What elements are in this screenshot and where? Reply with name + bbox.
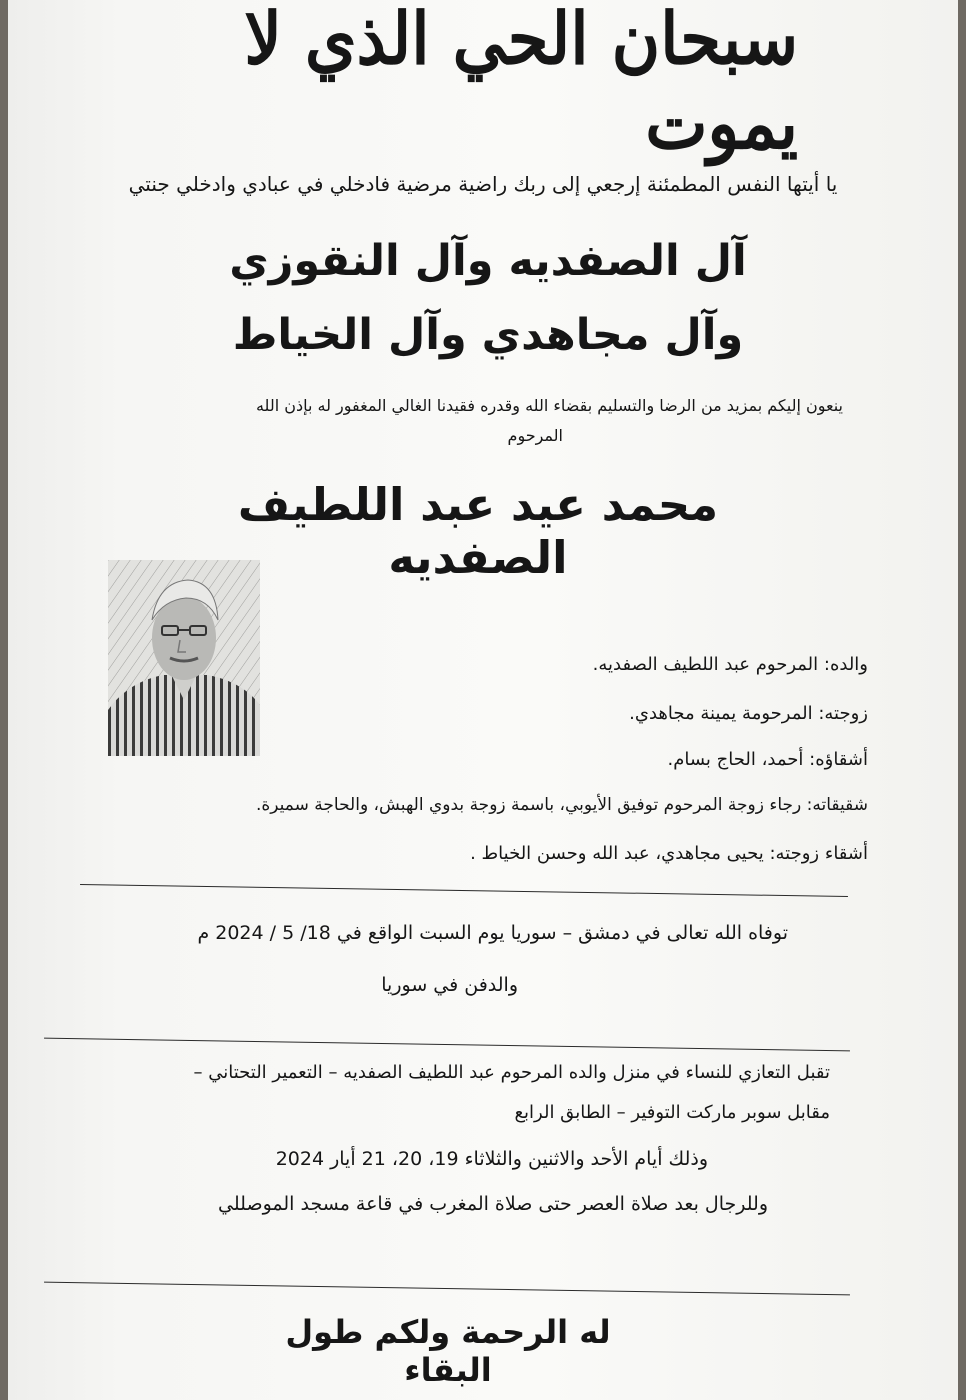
death-line-2: والدفن في سوريا [381,974,518,996]
relative-label: زوجته: [818,703,868,724]
header-calligraphy [238,0,798,166]
intro-title: المرحوم [507,426,563,446]
obituary-sheet [8,0,958,1400]
families-line-1: آل الصفديه وآل النقوزي [229,236,747,286]
condolence-line-3: وذلك أيام الأحد والاثنين والثلاثاء 19، 20، 21 أيار 2024 [275,1148,708,1170]
relative-value: المرحوم عبد اللطيف الصفديه. [592,654,819,675]
deceased-name: محمد عيد عبد اللطيف الصفديه [237,478,719,584]
condolence-line-1: تقبل التعازي للنساء في منزل والده المرحوم عبد اللطيف الصفديه – التعمير التحتاني – [193,1062,830,1083]
intro-text: ينعون إليكم بمزيد من الرضا والتسليم بقضاء الله وقدره فقيدنا الغالي المغفور له بإذن الله [255,396,843,415]
relative-wife-brothers [88,843,868,864]
relative-value: رجاء زوجة المرحوم توفيق الأيوبي، باسمة زوجة بدوي الهبش، والحاجة سميرة. [255,795,802,815]
relative-sisters [78,795,868,815]
death-line-1: توفاه الله تعالى في دمشق – سوريا يوم السبت الواقع في 18/ 5 / 2024 م [197,922,788,944]
divider-1 [80,884,848,897]
announcement-intro [113,391,843,452]
relative-value: أحمد، الحاج بسام. [667,749,804,770]
relative-label: أشقاؤه: [809,749,868,770]
families-line-2: وآل مجاهدي وآل الخياط [232,310,744,360]
relative-wife [88,703,868,724]
condolence-line-2: مقابل سوبر ماركت التوفير – الطابق الرابع [514,1102,830,1123]
quran-verse: يا أيتها النفس المطمئنة إرجعي إلى ربك راضية مرضية فادخلي في عبادي وادخلي جنتي [128,172,838,196]
calligraphy-text: سبحان الحي الذي لا يموت [244,0,798,166]
relative-label: شقيقاته: [806,795,868,815]
divider-2 [44,1038,850,1052]
relative-label: أشقاء زوجته: [769,843,868,864]
divider-3 [44,1282,850,1296]
relative-value: المرحومة يمينة مجاهدي. [629,703,813,724]
relative-label: والده: [823,654,868,675]
relative-value: يحيى مجاهدي، عبد الله وحسن الخياط . [470,843,764,864]
closing-line: له الرحمة ولكم طول البقاء [285,1313,611,1389]
relative-father [88,654,868,675]
relative-brothers [88,749,868,770]
condolence-line-4: وللرجال بعد صلاة العصر حتى صلاة المغرب في قاعة مسجد الموصللي [218,1193,768,1215]
